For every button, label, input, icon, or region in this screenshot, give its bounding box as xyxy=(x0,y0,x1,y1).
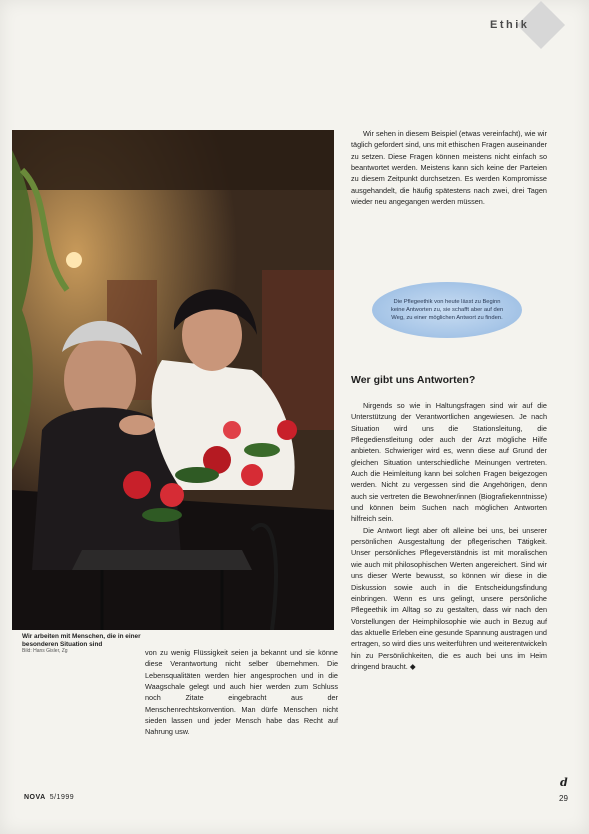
column-right-body xyxy=(351,400,547,672)
section-label: Ethik xyxy=(490,19,530,31)
subheading: Wer gibt uns Antworten? xyxy=(351,374,476,386)
article-photo xyxy=(12,130,334,630)
section-header xyxy=(486,14,564,40)
photo-illustration xyxy=(12,130,334,630)
footer-magazine xyxy=(24,794,74,801)
pull-quote-text: Die Pflegeethik von heute lässt zu Beginn keine Antworten zu, sie schafft aber auf den Weg, zu einer möglichen Antwort zu finden. xyxy=(390,299,504,321)
paragraph: von zu wenig Flüssigkeit seien ja bekannt und sie könne diese Verantwortung nicht selber übernehmen. Die Lebensqualitäten werden hier angesprochen und in die Waagschale gelegt und auch hier werden zum Schluss noch Zitate eingebracht aus der Menschenrechtskonvention. Man dürfe Menschen nicht sieden lassen und jeder Mensch habe das Recht auf Nahrung usw. xyxy=(145,648,338,737)
column-right-top xyxy=(351,128,547,207)
logo-mark: d xyxy=(560,776,568,789)
paragraph: Wir sehen in diesem Beispiel (etwas vereinfacht), wie wir täglich gefordert sind, uns mit ethischen Fragen auseinander zu setzen. Diese Fragen können meistens nicht einfach so beantwortet werden. Meistens kann sich keine der Parteien zu diesem Zeitpunkt durchsetzen. Es werden Kompromisse ausgehandelt, die häufig spätestens nach zwei, drei Tagen wieder neu angegangen werden müssen. xyxy=(351,129,547,207)
caption-credit: Bild: Hans Gisler, Zg xyxy=(22,648,68,655)
paragraph: Nirgends so wie in Haltungsfragen sind wir auf die Unterstützung der Verantwortlichen angewiesen. Je nach Situation wird uns die Stationsleitung, die Pflegedienstleitung oder auch der Arzt mögliche Hilfe anbieten. Schwieriger wird es, wenn diese auf Grund der gleichen Situation unterschiedliche Meinungen vertreten. Auch die Heimleitung kann bei solchen Fragen beigezogen werden. Nicht zu vergessen sind die Angehörigen, denn auch sie vertreten die Bewohner/innen (Biografiekenntnisse) und können beim Suchen nach möglichen Antworten hilfreich sein. xyxy=(351,401,547,524)
page-number: 29 xyxy=(559,794,568,803)
magazine-name: NOVA xyxy=(24,794,46,801)
photo-caption xyxy=(22,633,147,656)
paragraph: Die Antwort liegt aber oft alleine bei uns, bei unserer persönlichen Ausgestaltung der pflegerischen Tätigkeit. Unser persönliches Pflegeverständnis ist mit moralischen wie auch mit philosophischen Werten angereichert. Sind wir uns dieser Werte bewusst, so können wir diese in die Diskussion sowie auch in die Entscheidungsfindung einbringen. Wenn es uns gelingt, unsere persönliche Pflegeethik im Alltag so zu gestalten, dass wir nach den Vorstellungen der Heimphilosophie wie auch in Bezug auf das aktuelle Erleben eine gesunde Spannung austragen und ertragen, so wird dies uns weiterführen und weiterentwickeln hin zu Persönlichkeiten, die es auch bei uns im Heim dringend braucht. ◆ xyxy=(351,525,547,671)
issue-number: 5/1999 xyxy=(49,794,75,801)
pull-quote xyxy=(372,282,522,338)
column-left-bottom xyxy=(145,647,338,738)
caption-text: Wir arbeiten mit Menschen, die in einer besonderen Situation sind xyxy=(22,633,141,648)
